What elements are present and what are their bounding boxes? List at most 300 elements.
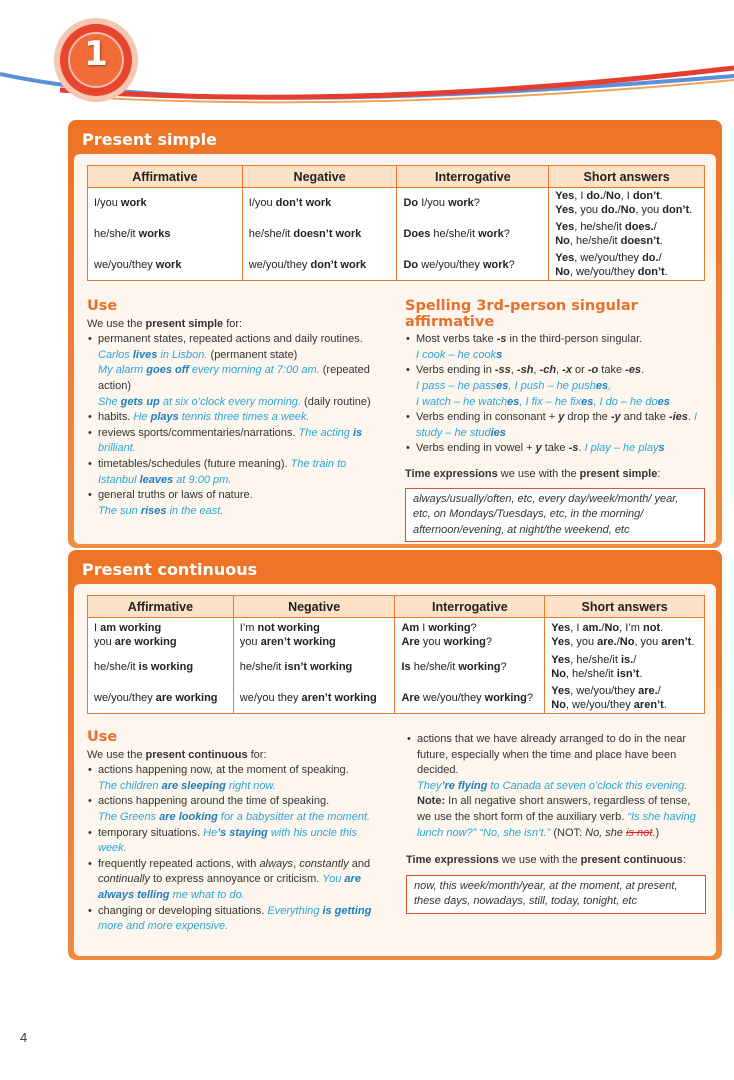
cell-line [94,258,236,272]
bold-fragment: don’t [637,265,665,278]
section-title: Present continuous [82,560,258,579]
text-fragment: / [653,221,657,233]
text-fragment: ? [503,228,510,240]
use-list-continued [406,732,706,794]
text-fragment: / [602,190,606,203]
table-cell [88,683,234,714]
bold-fragment: are working [155,691,218,704]
example-text: The Greens [98,810,160,823]
rule-text: , [293,857,300,870]
example-sentence [98,364,320,376]
example-text: My alarm [98,364,147,377]
text-fragment: we/you/they [418,258,483,271]
example-sentence [417,780,687,792]
text-fragment: he/she/it [430,228,479,240]
cell-line [551,698,698,712]
example-verb: leaves [139,473,174,486]
example-verb: are sleeping [161,779,226,792]
bold-fragment: is. [620,654,634,666]
cell-line [403,196,542,210]
bold-fragment: working [428,621,471,634]
cell-line [551,667,698,681]
struck-text: is not [626,826,653,839]
rule-text: habits. [98,411,134,424]
text-fragment: / [617,204,621,217]
text-fragment: he/she/it [410,661,459,673]
column-header: Short answers [549,166,705,188]
bold-fragment: present simple [579,467,658,480]
text-fragment: we/you they [239,691,302,704]
table-cell [88,250,243,281]
example-verb: is [352,426,363,439]
example-verb: ies [490,426,506,439]
text-fragment: . [689,204,693,217]
note-text: .) [652,826,660,839]
example-text: , I do – he do [593,395,658,408]
bold-fragment: isn’t [616,668,640,680]
example-text: tennis three times a week. [178,411,310,424]
bold-fragment: present simple [145,317,224,330]
bold-fragment: Yes [551,635,571,648]
text-fragment: , he/she/it [570,654,621,666]
rule-text: , [533,364,540,377]
present-simple-table [87,165,705,281]
example-text: I pass – he pass [416,379,497,392]
example-text: He [203,826,218,839]
example-text: I play – he play [584,442,659,455]
rule-text: , [556,364,563,377]
table-cell [549,219,705,250]
bold-fragment: working [443,635,486,648]
table-cell [545,652,705,683]
text-fragment: . [691,635,695,648]
cell-line [555,265,698,279]
table-row [88,652,705,683]
text-fragment: we use with the [497,467,580,480]
cell-line [555,203,698,217]
table-cell [395,683,545,714]
time-expressions-label [405,467,705,483]
note-text: In all negative short answers, regardless of tense, we use the short form of the auxiliary verb. [417,795,691,823]
rule-text: . [641,364,645,377]
bold-fragment: doesn’t [620,235,660,247]
present-continuous-use [87,730,375,935]
example-verb: goes off [146,364,189,377]
present-simple-content [74,154,716,544]
spelling-section [405,299,705,542]
rule-text: Verbs ending in [416,364,495,377]
example-text: with his uncle this week. [98,826,358,855]
text-fragment: / [601,621,605,634]
text-fragment: , we/you/they [570,684,639,697]
text-fragment: . [659,235,663,247]
text-fragment: he/she/it [94,661,139,673]
section-title: Present simple [82,130,217,149]
example-text: They [417,779,442,792]
table-row [88,618,705,652]
spelling-rule [405,441,705,457]
use-intro [87,317,387,333]
spelling-heading: Spelling 3rd-person singular affirmative [405,298,638,330]
example-sentence [416,349,502,361]
time-expressions-box: always/usually/often, etc, every day/week/month/ year, etc, on Mondays/Tuesdays, etc, in the morning/ afternoon/evening, at night/the weekend, etc [405,488,705,543]
unit-number: 1 [84,34,108,74]
example-verb: es [507,395,520,408]
text-fragment: : [657,467,661,480]
spelling-rule [405,363,705,410]
table-cell [549,188,705,219]
bold-fragment: Yes [551,621,571,634]
example-note: (permanent state) [207,348,298,361]
emphasis: constantly [299,857,349,870]
text-fragment: , he/she/it [565,668,617,680]
column-header: Interrogative [397,166,549,188]
column-header: Short answers [545,596,705,618]
text-fragment: / [633,654,637,666]
example-text: in the east. [166,504,224,517]
bold-fragment: Yes [555,204,575,217]
emphasis: continually [98,873,150,886]
text-fragment: , I [570,621,583,634]
example-text: at six o’clock every morning. [159,395,301,408]
rule-text: actions happening around the time of speaking. [98,795,330,808]
example-line [98,363,387,394]
bold-fragment: are working [114,635,177,648]
example-line [98,810,375,826]
text-fragment: you [94,635,115,648]
list-item [87,826,375,857]
column-header: Negative [242,166,397,188]
list-item [87,794,375,825]
example-verb: rises [140,504,167,517]
table-cell [233,618,395,652]
text-fragment: . [660,621,664,634]
table-cell [397,219,549,250]
cell-line [249,227,391,241]
cell-line [551,653,698,667]
cell-line [555,189,698,203]
suffix: -o [587,364,599,377]
text-fragment: I/you [248,197,276,210]
suffix: -s [496,333,507,346]
use-list [87,763,375,935]
bold-fragment: Time expressions [406,854,499,867]
cell-line [403,227,542,241]
cell-line [240,660,389,674]
text-fragment: we/you/they [248,258,311,271]
suffix: -s [568,442,579,455]
cell-line [94,227,236,241]
example-text: I cook – he cook [416,348,497,361]
bold-fragment: work [448,197,474,210]
text-fragment: , I’m [619,621,643,634]
text-fragment: you [419,635,444,648]
bold-fragment: does. [624,221,654,233]
column-header: Affirmative [88,596,234,618]
list-item [406,732,706,794]
rule-text: Most verbs take [416,333,497,346]
table-row [88,188,705,219]
text-fragment: for: [223,317,243,330]
table-cell [549,250,705,281]
example-verb: plays [150,411,179,424]
rule-text: Verbs ending in vowel + [416,442,536,455]
list-item [87,488,387,519]
example-note: (daily routine) [300,395,371,408]
text-fragment: / [616,635,620,648]
text-fragment: . [639,668,643,680]
text-fragment: I’m [239,621,258,634]
text-fragment: ? [473,197,480,210]
cell-line [403,258,542,272]
cell-line [401,621,538,635]
text-fragment: , we/you/they [565,698,634,711]
bold-fragment: Does [403,228,431,240]
text-fragment: , you [570,635,598,648]
column-header: Affirmative [88,166,243,188]
bold-fragment: Yes [555,251,575,264]
table-row [88,250,705,281]
text-fragment: for: [247,748,267,761]
cell-line [94,621,227,635]
bold-fragment: No [604,621,620,634]
example-text: The train to Istanbul [98,457,347,486]
present-continuous-right [406,732,706,914]
rule-text: frequently repeated actions, with [98,857,260,870]
bold-fragment: work [155,258,182,271]
bold-fragment: aren’t [633,698,664,711]
bold-fragment: No [555,265,570,278]
example-text: Everything [267,904,323,917]
rule-text: drop the [564,411,611,424]
bold-fragment: don’t work [275,197,332,210]
bold-fragment: do. [601,204,618,217]
table-cell [88,188,243,219]
list-item [87,904,375,935]
present-simple-panel [68,120,722,548]
bold-fragment: working [484,691,527,704]
example-verb: es [496,379,509,392]
bold-fragment: do. [586,190,603,203]
rule-text: temporary situations. [98,826,204,839]
example-text: , I fix – he fix [519,395,582,408]
list-item [87,763,375,794]
cell-line [240,635,389,649]
text-fragment: I/you [418,197,449,210]
table-cell [395,652,545,683]
rule-text: reviews sports/commentaries/narrations. [98,426,299,439]
bold-fragment: work [120,197,147,210]
example-line [98,779,375,795]
list-item [87,332,387,410]
text-fragment: ? [485,635,492,648]
cell-line [555,220,698,234]
table-cell [545,618,705,652]
table-cell [242,219,397,250]
table-cell [88,618,234,652]
bold-fragment: doesn’t work [293,228,362,240]
use-heading: Use [87,729,118,745]
example-sentence [98,349,207,361]
emphasis: always [259,857,294,870]
rule-text: . [578,442,585,455]
table-cell [397,188,549,219]
cell-line [94,196,236,210]
rule-text: Verbs ending in consonant + [416,411,559,424]
example-verb: gets up [120,395,160,408]
bold-fragment: No [606,190,621,203]
text-fragment: , I [574,190,587,203]
example-note: (repeated action) [98,364,370,392]
bold-fragment: Are [401,635,420,648]
note-example: “Is she having lunch now?” “No, she isn’t.” [417,810,696,839]
text-fragment: ? [526,691,533,704]
text-fragment: : [682,854,686,867]
rule-text: take [598,364,626,377]
rule-text: and [348,857,371,870]
bold-fragment: Am [401,621,420,634]
example-text: to Canada at seven o’clock this evening. [487,779,688,792]
example-verb: es [581,395,594,408]
cell-line [94,660,227,674]
bold-fragment: No [620,204,636,217]
present-simple-use [87,299,387,519]
example-sentence [98,396,301,408]
example-line [98,504,387,520]
example-text: in Lisbon. [157,348,208,361]
suffix: -sh [516,364,534,377]
example-verb: ’re flying [441,779,488,792]
cell-line [249,258,391,272]
bold-fragment: Do [403,258,419,271]
example-verb: es [657,395,670,408]
suffix: -ss [494,364,511,377]
bold-fragment: work [478,228,504,240]
text-fragment: he/she/it [94,228,139,240]
bold-fragment: am. [582,621,602,634]
bold-fragment: No [551,668,566,680]
bold-fragment: don’t [662,204,690,217]
table-cell [233,652,395,683]
rule-text: , [510,364,517,377]
table-cell [233,683,395,714]
bold-fragment: Yes [551,684,571,697]
example-text: more and more expensive. [98,920,229,933]
note [406,794,706,841]
use-list [87,332,387,519]
cell-line [551,635,698,649]
suffix: -ies [668,411,688,424]
example-verb: es [595,379,609,392]
cell-line [401,660,538,674]
text-fragment: ? [508,258,515,271]
bold-fragment: Yes [551,654,571,666]
suffix: -y [610,411,621,424]
spelling-list [405,332,705,457]
text-fragment: . [659,190,663,203]
bold-fragment: working [458,661,501,673]
use-intro [87,748,375,764]
bold-fragment: Is [401,661,411,673]
text-fragment: he/she/it [248,228,294,240]
bold-fragment: not [643,621,661,634]
example-verb: s [658,442,665,455]
example-verb: ’s staying [217,826,268,839]
present-continuous-content [74,584,716,956]
rule-text: actions happening now, at the moment of speaking. [98,764,349,777]
text-fragment: , you [634,635,662,648]
example-verb: are always telling [98,873,361,901]
text-fragment: he/she/it [239,661,285,673]
example-text: The children [98,779,162,792]
text-fragment: , you [635,204,663,217]
text-fragment: we use with the [498,854,581,867]
rule-text: and take [620,411,669,424]
example-line [416,379,705,395]
note-label: Note: [417,795,446,808]
bold-fragment: are. [597,635,617,648]
example-text: You [322,873,345,886]
suffix: -es [625,364,642,377]
cell-line [240,621,389,635]
cell-line [555,234,698,248]
bold-fragment: am working [100,621,162,634]
rule-text: changing or developing situations. [98,904,268,917]
example-text: I watch – he watch [416,395,508,408]
text-fragment: , I [620,190,633,203]
example-text: He [133,411,151,424]
bold-fragment: Do [403,197,419,210]
cell-line [94,635,227,649]
suffix: y [558,411,565,424]
column-header: Negative [233,596,395,618]
cell-line [401,691,538,705]
rule-text: . [687,411,695,424]
text-fragment: , he/she/it [574,221,625,233]
table-cell [545,683,705,714]
text-fragment: I [419,621,429,634]
bold-fragment: Yes [555,221,575,233]
note-text: (NOT: [550,826,586,839]
rule-text: in the third-person singular. [506,333,643,346]
example-text: at 9:00 pm. [173,473,232,486]
suffix: y [535,442,542,455]
cell-line [551,621,698,635]
cell-line [94,691,227,705]
bold-fragment: work [482,258,509,271]
example-text: I study – he stud [416,411,698,439]
text-fragment: we/you/they [94,691,156,704]
text-fragment: We use the [87,748,146,761]
suffix: -x [562,364,572,377]
bold-fragment: No [551,698,566,711]
example-line [416,348,705,364]
time-expressions-box: now, this week/month/year, at the moment, at present, these days, nowadays, still, today, tonight, etc [406,875,706,914]
text-fragment: We use the [87,317,146,330]
example-line [98,395,387,411]
example-text: brilliant. [98,442,136,455]
cell-line [401,635,538,649]
example-text: every morning at 7:00 am. [188,364,320,377]
bold-fragment: don’t [632,190,660,203]
table-cell [395,618,545,652]
rule-text: general truths or laws of nature. [98,489,253,502]
list-item [87,426,387,457]
cell-line [249,196,391,210]
example-text: The acting [298,426,353,439]
text-fragment: I/you [94,197,121,210]
suffix: -ch [539,364,557,377]
